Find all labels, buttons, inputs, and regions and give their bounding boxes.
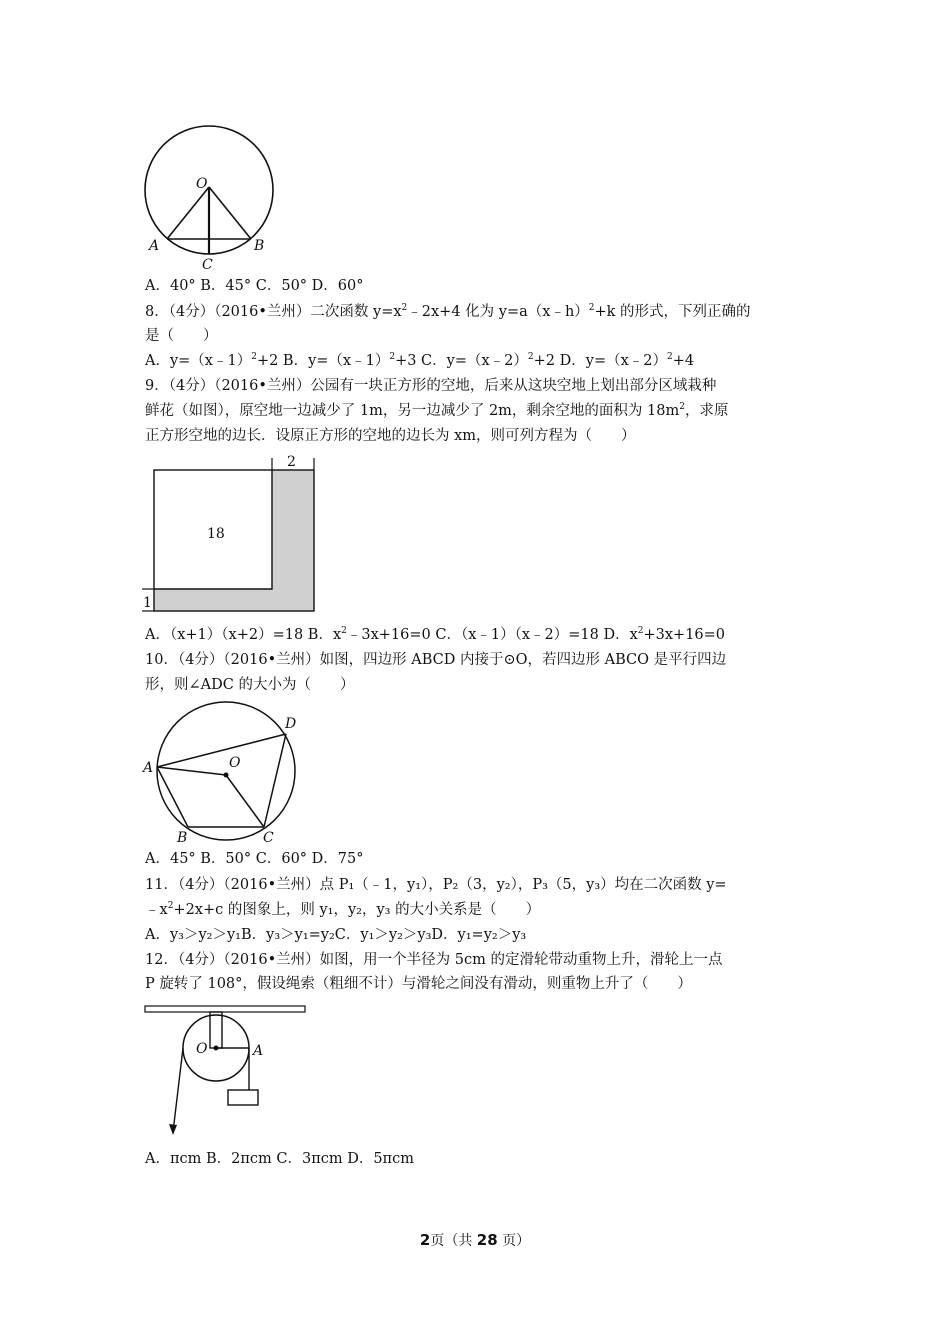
q10-label-c: C: [263, 830, 274, 846]
q7-label-o: O: [196, 176, 208, 192]
q9-stem-line3: 正方形空地的边长．设原正方形的空地的边长为 xm，则可列方程为（ ）: [145, 428, 636, 444]
q9-stem-line1: 9．（4分）（2016•兰州）公园有一块正方形的空地，后来从这块空地上划出部分区域栽种: [145, 378, 717, 394]
q7-figure: [140, 120, 280, 273]
q12-label-o: O: [196, 1041, 208, 1057]
q10-label-o: O: [229, 755, 241, 771]
q10-side-ao: [157, 767, 226, 775]
q12-stem-line1: 12．（4分）（2016•兰州）如图，用一个半径为 5cm 的定滑轮带动重物上升，滑轮上一点: [145, 952, 723, 968]
q8-stem-line1: 8．（4分）（2016•兰州）二次函数 $y=x^2﹣2x+4$ 化为 y=a（x﹣h）$^2$+k 的形式，下列正确的: [145, 303, 751, 320]
q12-bracket: [210, 1012, 222, 1048]
q12-center-dot: [214, 1046, 219, 1051]
q12-stem-line2: P 旋转了 108°，假设绳索（粗细不计）与滑轮之间没有滑动，则重物上升了（ ）: [145, 976, 692, 992]
footer-page-number: 2: [419, 1231, 431, 1249]
q12-weight: [228, 1090, 258, 1105]
q11-options: A．y₃＞y₂＞y₁B．y₃＞y₁=y₂C．y₁＞y₂＞y₃D．y₁=y₂＞y₃: [145, 927, 527, 943]
q11-stem-line2: $﹣x^2+2x+c$ 的图象上，则 y₁，y₂，y₃ 的大小关系是（ ）: [145, 901, 541, 918]
q12-rope-left: [173, 1048, 183, 1132]
q12-options: A．πcm B．2πcm C．3πcm D．5πcm: [145, 1151, 414, 1167]
q10-center-dot: [224, 773, 229, 778]
footer-total-pages: 28: [476, 1231, 498, 1249]
q10-options: A．45° B．50° C．60° D．75°: [145, 851, 364, 867]
q10-label-a: A: [143, 760, 154, 776]
q9-label-left: 1: [143, 595, 152, 611]
q7-line-ob: [209, 187, 251, 239]
q10-side-da: [157, 734, 286, 767]
q9-label-top: 2: [287, 454, 296, 470]
q10-label-d: D: [285, 716, 297, 732]
q9-stem-line2: 鲜花（如图），原空地一边减少了 1m，另一边减少了 2m，剩余空地的面积为 $18m^2$，求原: [145, 402, 729, 419]
q12-figure: [140, 1000, 315, 1140]
q12-label-a: A: [253, 1043, 264, 1059]
q7-label-a: A: [149, 238, 160, 254]
q7-label-b: B: [254, 238, 265, 254]
q9-options: A．（x+1）（x+2）=18 B．$x^2﹣3x+16=0$ C．（x﹣1）（x﹣2）=18 D．$x^2+3x+16=0$: [145, 626, 726, 643]
q8-options: A．y=（x﹣1）$^2$+2 B．y=（x﹣1）$^2$+3 C．y=（x﹣2）$^2$+2 D．y=（x﹣2）$^2$+4: [145, 352, 695, 369]
q11-stem-line1: 11．（4分）（2016•兰州）点 P₁（﹣1，y₁），P₂（3，y₂），P₃（5，y₃）均在二次函数 y=: [145, 877, 727, 893]
q10-stem-line1: 10．（4分）（2016•兰州）如图，四边形 ABCD 内接于⊙O，若四边形 ABCO 是平行四边: [145, 652, 727, 668]
q7-line-oa: [167, 187, 209, 239]
q12-ceiling-bar: [145, 1006, 305, 1012]
q8-stem-line2: 是（ ）: [145, 328, 218, 344]
q10-figure: [140, 700, 310, 850]
page-footer: 2页（共 28 页）: [419, 1231, 531, 1249]
q7-label-c: C: [202, 257, 213, 273]
q7-options: A．40° B．45° C．50° D．60°: [145, 278, 364, 294]
q10-side-cd: [264, 734, 286, 827]
q10-side-oc: [226, 775, 264, 827]
q9-label-area: 18: [207, 526, 225, 542]
q12-pull-arrow: [169, 1124, 177, 1135]
q10-stem-line2: 形，则∠ADC 的大小为（ ）: [145, 677, 355, 693]
q10-label-b: B: [177, 830, 188, 846]
q10-circle: [157, 702, 295, 840]
q9-figure: [140, 450, 320, 615]
